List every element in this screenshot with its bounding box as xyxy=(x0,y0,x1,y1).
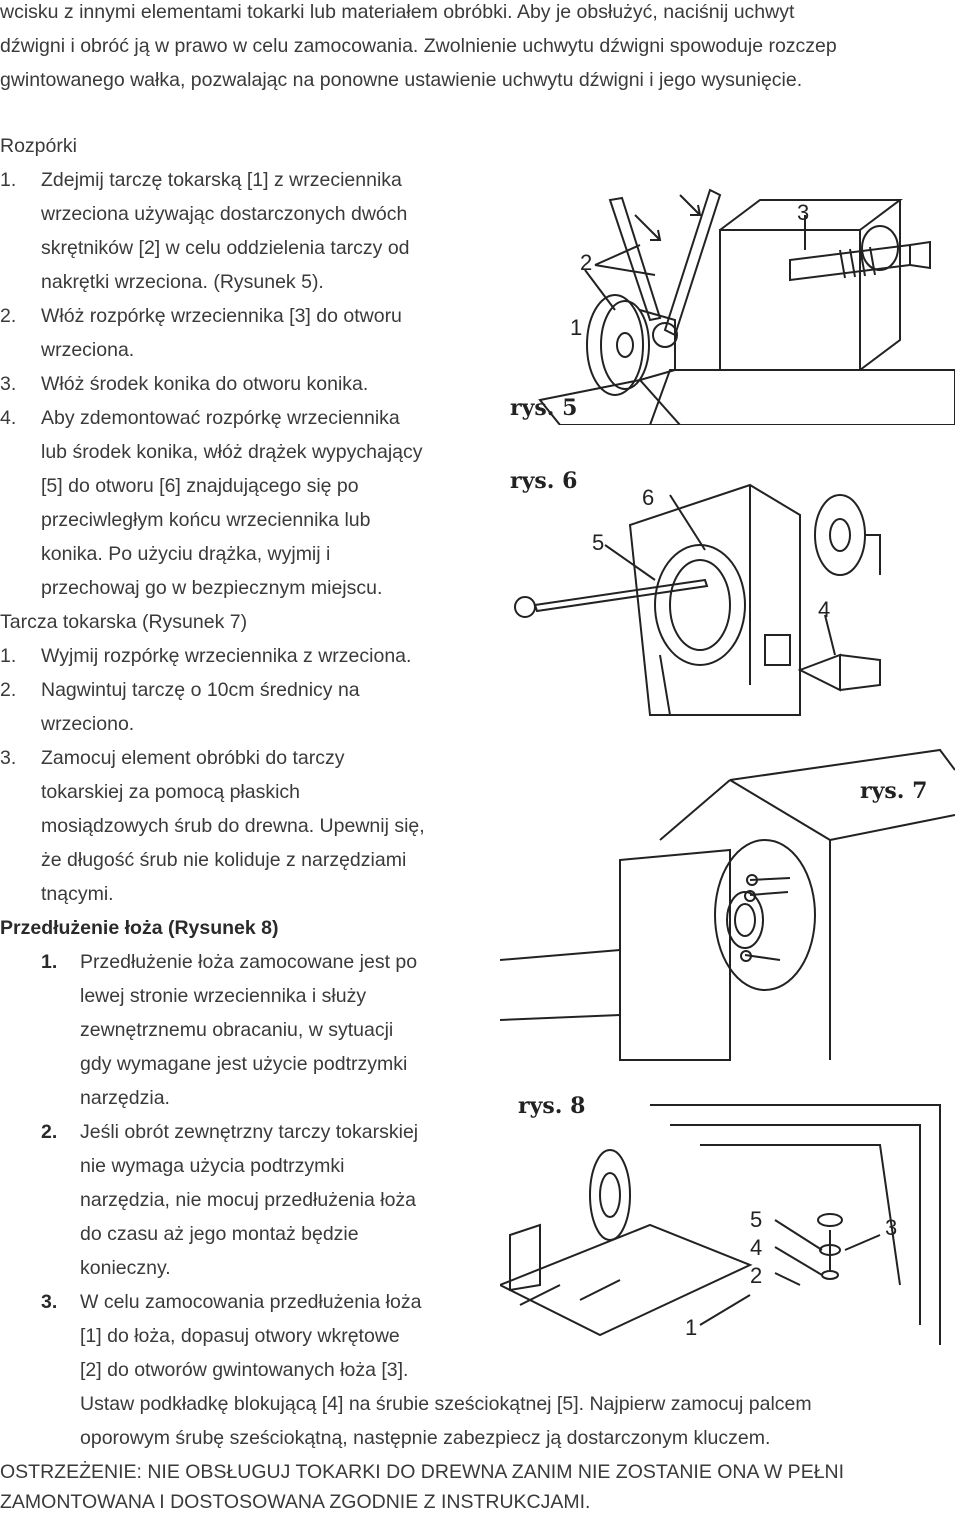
intro-line: dźwigni i obróć ją w prawo w celu zamocowania. Zwolnienie uchwytu dźwigni spowoduje rozczep xyxy=(0,35,837,57)
figure-label: rys. 8 xyxy=(518,1093,586,1119)
list-item-line: tokarskiej za pomocą płaskich xyxy=(41,781,301,803)
list-item-line: tnącymi. xyxy=(41,883,114,905)
figure-rys-6 xyxy=(500,455,955,720)
list-item-line: do czasu aż jego montaż będzie xyxy=(80,1223,359,1245)
list-item-line: skrętników [2] w celu oddzielenia tarczy od xyxy=(41,237,410,259)
list-item-line: Przedłużenie łoża zamocowane jest po xyxy=(80,951,418,973)
list-item-line: lub środek konika, włóż drążek wypychający xyxy=(41,441,423,463)
list-item-line: nie wymaga użycia podtrzymki xyxy=(80,1155,345,1177)
callout-1: 1 xyxy=(570,315,583,340)
list-item-line: Nagwintuj tarczę o 10cm średnicy na xyxy=(41,679,360,701)
callout-3: 3 xyxy=(797,200,810,225)
callout-6: 6 xyxy=(642,485,655,510)
list-item-line: oporowym śrubę sześciokątną, następnie zabezpiecz ją dostarczonym kluczem. xyxy=(80,1427,771,1449)
list-item-line: Jeśli obrót zewnętrzny tarczy tokarskiej xyxy=(80,1121,419,1143)
figure-label: rys. 7 xyxy=(860,778,928,804)
list-item-line: Zamocuj element obróbki do tarczy xyxy=(41,747,345,769)
wrenches-drawing xyxy=(610,190,720,347)
list-number: 3. xyxy=(0,747,17,769)
list-item-line: konika. Po użyciu drążka, wyjmij i xyxy=(41,543,331,565)
list-item-line: mosiądzowych śrub do drewna. Upewnij się, xyxy=(41,815,425,837)
faceplate-drawing xyxy=(510,1150,630,1290)
list-number: 4. xyxy=(0,407,17,429)
figure-label: rys. 6 xyxy=(510,468,578,494)
list-number: 2. xyxy=(0,305,17,327)
figure-label: rys. 5 xyxy=(510,395,578,421)
list-item-line: przeciwległym końcu wrzeciennika lub xyxy=(41,509,371,531)
list-item-line: W celu zamocowania przedłużenia łoża xyxy=(80,1291,422,1313)
list-item-line: gdy wymagane jest użycie podtrzymki xyxy=(80,1053,408,1075)
list-item-line: nakrętki wrzeciona. (Rysunek 5). xyxy=(41,271,324,293)
figure-rys-7 xyxy=(500,720,955,1070)
list-item-line: lewej stronie wrzeciennika i służy xyxy=(80,985,367,1007)
list-number: 2. xyxy=(0,679,17,701)
list-item-line: [2] do otworów gwintowanych łoża [3]. xyxy=(80,1359,409,1381)
warning-line: OSTRZEŻENIE: NIE OBSŁUGUJ TOKARKI DO DREWNA ZANIM NIE ZOSTANIE ONA W PEŁNI xyxy=(0,1461,845,1483)
figure-rys-8 xyxy=(500,1085,955,1345)
list-item-line: Ustaw podkładkę blokującą [4] na śrubie sześciokątnej [5]. Najpierw zamocuj palcem xyxy=(80,1393,812,1415)
figure-rys-5 xyxy=(500,170,955,425)
callout-3: 3 xyxy=(885,1215,898,1240)
leader-lines xyxy=(700,1220,880,1325)
list-number: 2. xyxy=(41,1121,58,1143)
tailstock-center-drawing xyxy=(765,635,880,690)
list-item-line: narzędzia. xyxy=(80,1087,170,1109)
knockout-bar-drawing xyxy=(515,580,707,617)
list-item-line: konieczny. xyxy=(80,1257,171,1279)
list-number: 1. xyxy=(0,645,17,667)
list-item-line: narzędzia, nie mocuj przedłużenia łoża xyxy=(80,1189,417,1211)
callout-5: 5 xyxy=(750,1207,763,1232)
list-item-line: Aby zdemontować rozpórkę wrzeciennika xyxy=(41,407,400,429)
list-item-line: [5] do otworu [6] znajdującego się po xyxy=(41,475,359,497)
callout-4: 4 xyxy=(750,1235,763,1260)
bed-extension-bolts xyxy=(818,1214,842,1279)
list-item-line: wrzeciona. xyxy=(41,339,135,361)
list-item-line: Włóż środek konika do otworu konika. xyxy=(41,373,369,395)
list-number: 3. xyxy=(41,1291,58,1313)
intro-line: wcisku z innymi elementami tokarki lub materiałem obróbki. Aby je obsłużyć, naciśnij uchwyt xyxy=(0,1,795,23)
list-item-line: Włóż rozpórkę wrzeciennika [3] do otworu xyxy=(41,305,402,327)
list-item-line: zewnętrznemu obracaniu, w sytuacji xyxy=(80,1019,394,1041)
callout-4: 4 xyxy=(818,597,831,622)
list-item-line: Zdejmij tarczę tokarską [1] z wrzeciennika xyxy=(41,169,402,191)
callout-1: 1 xyxy=(685,1315,698,1340)
section-heading-przedluzenie: Przedłużenie łoża (Rysunek 8) xyxy=(0,917,279,939)
list-item-line: że długość śrub nie koliduje z narzędziami xyxy=(41,849,407,871)
section-heading-tarcza: Tarcza tokarska (Rysunek 7) xyxy=(0,611,248,633)
list-item-line: [1] do łoża, dopasuj otwory wkrętowe xyxy=(80,1325,400,1347)
callout-5: 5 xyxy=(592,530,605,555)
section-heading-rozporki: Rozpórki xyxy=(0,135,77,157)
callout-2: 2 xyxy=(750,1263,763,1288)
warning-line: ZAMONTOWANA I DOSTOSOWANA ZGODNIE Z INSTRUKCJAMI. xyxy=(0,1491,591,1513)
list-number: 3. xyxy=(0,373,17,395)
list-number: 1. xyxy=(41,951,58,973)
handwheel-drawing xyxy=(815,495,880,575)
faceplate-disc xyxy=(587,295,675,395)
headstock-drawing xyxy=(630,485,800,715)
list-item-line: Wyjmij rozpórkę wrzeciennika z wrzeciona. xyxy=(41,645,412,667)
list-item-line: wrzeciono. xyxy=(41,713,135,735)
callout-2: 2 xyxy=(580,250,593,275)
list-number: 1. xyxy=(0,169,17,191)
intro-line: gwintowanego wałka, pozwalając na ponowne ustawienie uchwytu dźwigni i jego wysunięcie. xyxy=(0,69,803,91)
list-item-line: wrzeciona używając dostarczonych dwóch xyxy=(41,203,408,225)
arrows xyxy=(635,195,700,240)
lathe-bed-drawing xyxy=(500,1105,940,1345)
list-item-line: przechowaj go w bezpiecznym miejscu. xyxy=(41,577,383,599)
